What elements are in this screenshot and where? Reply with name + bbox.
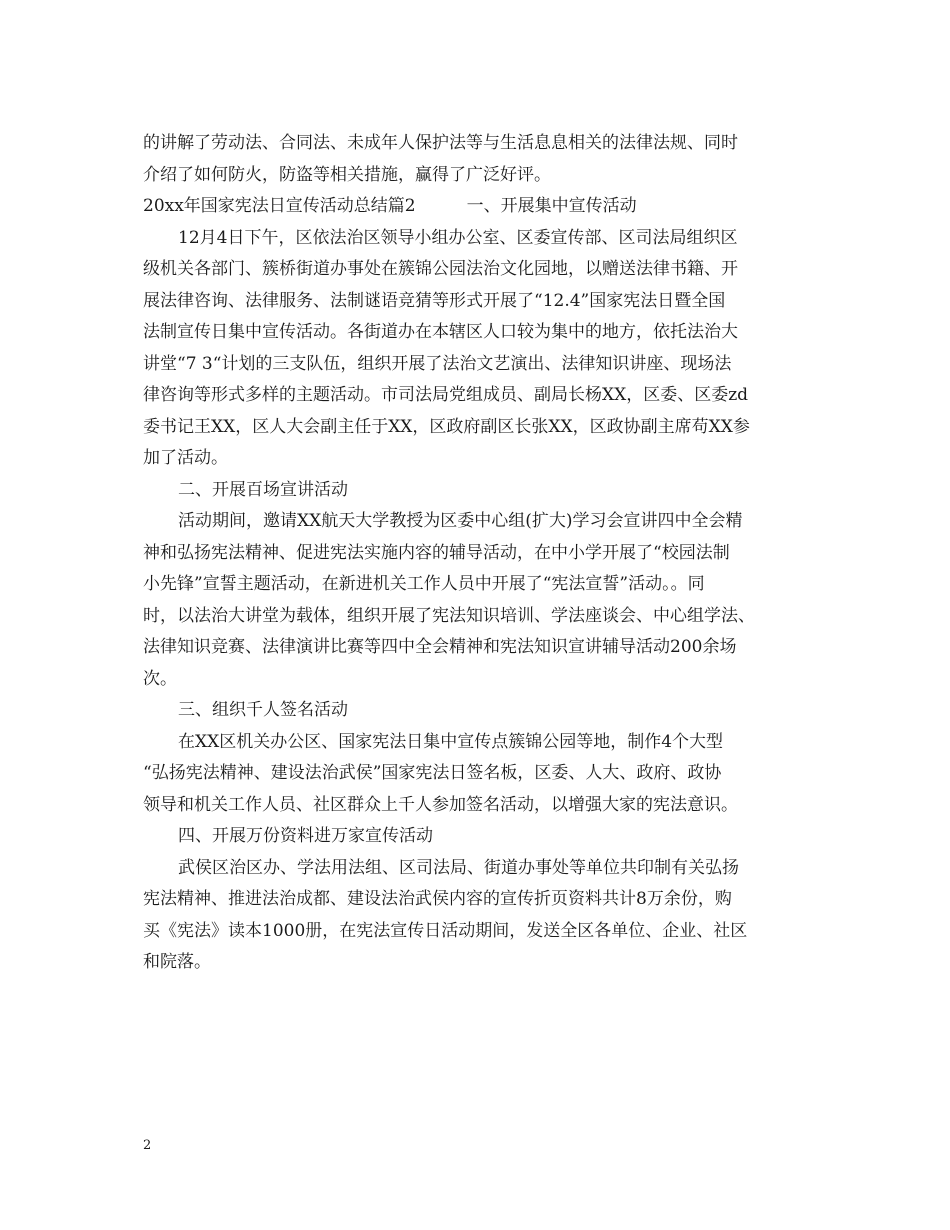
text-line: 20xx年国家宪法日宣传活动总结篇2 一、开展集中宣传活动 [143,196,637,216]
text-line: 活动期间，邀请XX航天大学教授为区委中心组(扩大)学习会宣讲四中全会精 [178,511,743,531]
text-line: 领导和机关工作人员、社区群众上千人参加签名活动，以增强大家的宪法意识。 [143,794,738,815]
text-line: 买《宪法》读本1000册，在宪法宣传日活动期间，发送全区各单位、企业、社区 [143,920,748,941]
text-line: 四、开展万份资料进万家宣传活动 [178,826,433,846]
text-line: 法律知识竞赛、法律演讲比赛等四中全会精神和宪法知识宣讲辅导活动200余场 [143,637,737,657]
text-line: 12月4日下午，区依法治区领导小组办公室、区委宣传部、区司法局组织区 [178,227,738,248]
text-line: “弘扬宪法精神、建设法治武侯”国家宪法日签名板，区委、人大、政府、政协 [143,763,722,783]
text-line: 二、开展百场宣讲活动 [178,479,348,500]
document-body [143,128,811,979]
text-line: 介绍了如何防火，防盗等相关措施，赢得了广泛好评。 [143,164,551,185]
text-line: 级机关各部门、簇桥街道办事处在簇锦公园法治文化园地，以赠送法律书籍、开 [143,259,738,279]
text-line: 时，以法治大讲堂为载体，组织开展了宪法知识培训、学法座谈会、中心组学法、 [143,605,755,626]
text-line: 神和弘扬宪法精神、促进宪法实施内容的辅导活动，在中小学开展了“校园法制 [143,542,730,563]
text-line: 律咨询等形式多样的主题活动。市司法局党组成员、副局长杨XX，区委、区委zd [143,385,749,405]
text-line: 讲堂“7 3“计划的三支队伍，组织开展了法治文艺演出、法律知识讲座、现场法 [143,353,732,374]
text-line: 和院落。 [143,952,211,972]
text-line: 小先锋”宣誓主题活动，在新进机关工作人员中开展了“宪法宣誓”活动。。同 [143,574,705,594]
text-line: 展法律咨询、法律服务、法制谜语竞猜等形式开展了“12.4”国家宪法日暨全国 [143,290,726,311]
page-number: 2 [143,1138,152,1153]
text-line: 在XX区机关办公区、国家宪法日集中宣传点簇锦公园等地，制作4个大型 [178,731,724,752]
text-line: 宪法精神、推进法治成都、建设法治武侯内容的宣传折页资料共计8万余份，购 [143,889,732,909]
text-line: 三、组织千人签名活动 [178,700,348,720]
text-line: 法制宣传日集中宣传活动。各街道办在本辖区人口较为集中的地方，依托法治大 [143,322,738,342]
text-line: 加了活动。 [143,448,228,468]
text-line: 次。 [143,668,177,689]
text-line: 的讲解了劳动法、合同法、未成年人保护法等与生活息息相关的法律法规、同时 [143,133,738,153]
text-line: 委书记王XX，区人大会副主任于XX，区政府副区长张XX，区政协副主席苟XX参 [143,416,750,437]
text-line: 武侯区治区办、学法用法组、区司法局、街道办事处等单位共印制有关弘扬 [178,857,739,878]
